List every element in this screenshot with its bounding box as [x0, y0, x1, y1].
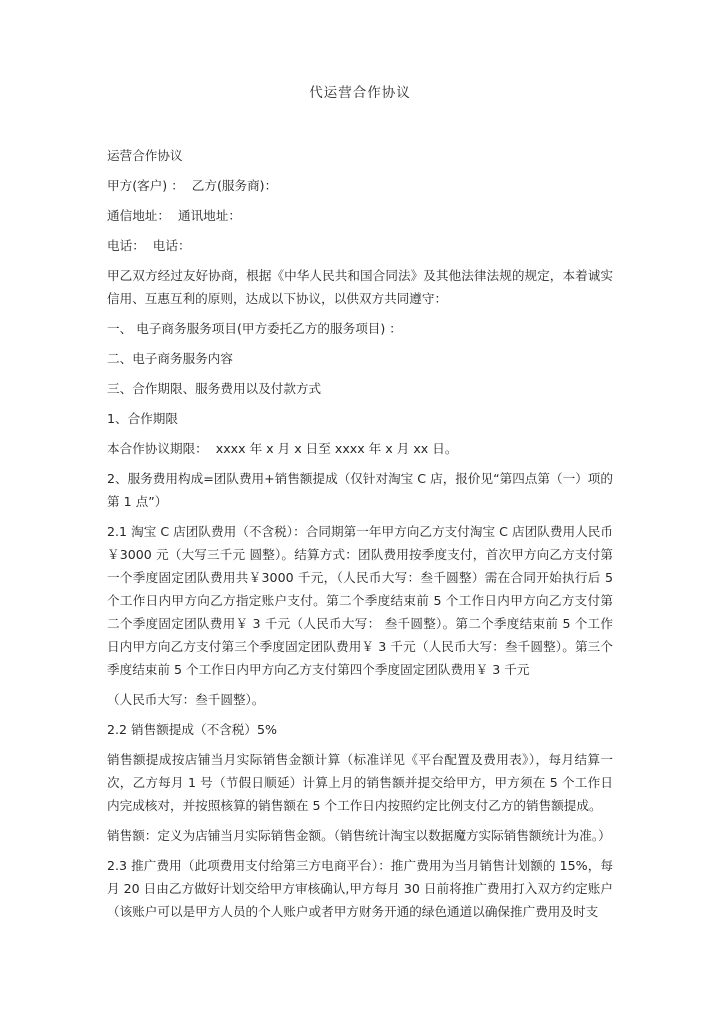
paragraph-section-2: 二、电子商务服务内容 [107, 351, 233, 366]
document-title: 代运营合作协议 [309, 85, 411, 101]
paragraph-clause-2-2: 2.2 销售额提成（不含税）5% [107, 722, 277, 737]
paragraph-section-3: 三、合作期限、服务费用以及付款方式 [107, 381, 322, 396]
paragraph-commission-detail: 销售额提成按店铺当月实际销售金额计算（标准详见《平台配置及费用表》），每月结算一次，乙方每月 1 号（节假日顺延）计算上月的销售额并提交给甲方，甲方须在 5 个工作日内完成核对，并按照核算的销售额在 5 个工作日内按照约定比例支付乙方的销售额提成。 [107, 752, 613, 813]
paragraph-clause-2-1-cont: （人民币大写：叁千圆整）。 [107, 692, 265, 707]
paragraph-clause-2-3: 2.3 推广费用（此项费用支付给第三方电商平台）：推广费用为当月销售计划额的 15%，每月 20 日由乙方做好计划交给甲方审核确认,甲方每月 30 日前将推广费用打入双方约定账户（该账户可以是甲方人员的个人账户或者甲方财务开通的绿色通道以确保推广费用及时支 [107, 858, 613, 919]
paragraph-clause-1: 1、合作期限 [107, 411, 178, 426]
paragraph-clause-2-1: 2.1 淘宝 C 店团队费用（不含税）：合同期第一年甲方向乙方支付淘宝 C 店团队费用人民币￥3000 元（大写三千元 圆整）。结算方式：团队费用按季度支付，首次甲方向乙方支付第一个季度固定团队费用共￥3000 千元，（人民币大写：叁千圆整）需在合同开始执行后 5 个工作日内甲方向乙方指定账户支付。第二个季度结束前 5 个工作日内甲方向乙方支付第二个季度固定团队费用￥ 3 千元（人民币大写： 叁千圆整）。第二个季度结束前 5 个工作日内甲方向乙方支付第三个季度固定团队费用￥ 3 千元（人民币大写：叁千圆整）。第三个季度结束前 5 个工作日内甲方向乙方支付第四个季度固定团队费用￥ 3 千元 [107, 524, 618, 677]
paragraph-term: 本合作协议期限： xxxx 年 x 月 x 日至 xxxx 年 x 月 xx 日。 [107, 441, 458, 456]
paragraph-preamble: 甲乙双方经过友好协商，根据《中华人民共和国合同法》及其他法律法规的规定，本着诚实信用、互惠互利的原则，达成以下协议，以供双方共同遵守： [107, 268, 613, 306]
paragraph-address: 通信地址： 通讯地址： [107, 208, 241, 223]
paragraph-clause-2: 2、服务费用构成=团队费用+销售额提成（仅针对淘宝 C 店，报价见“第四点第（一）项的第 1 点”） [107, 471, 613, 509]
paragraph-section-1: 一、 电子商务服务项目(甲方委托乙方的服务项目) ： [107, 321, 402, 336]
paragraph-parties: 甲方(客户) ： 乙方(服务商)： [107, 178, 278, 193]
paragraph-sales-definition: 销售额：定义为店铺当月实际销售金额。（销售统计淘宝以数据魔方实际销售额统计为准。） [107, 828, 611, 843]
paragraph-phone: 电话： 电话： [107, 238, 191, 253]
paragraph-subtitle: 运营合作协议 [107, 148, 183, 163]
